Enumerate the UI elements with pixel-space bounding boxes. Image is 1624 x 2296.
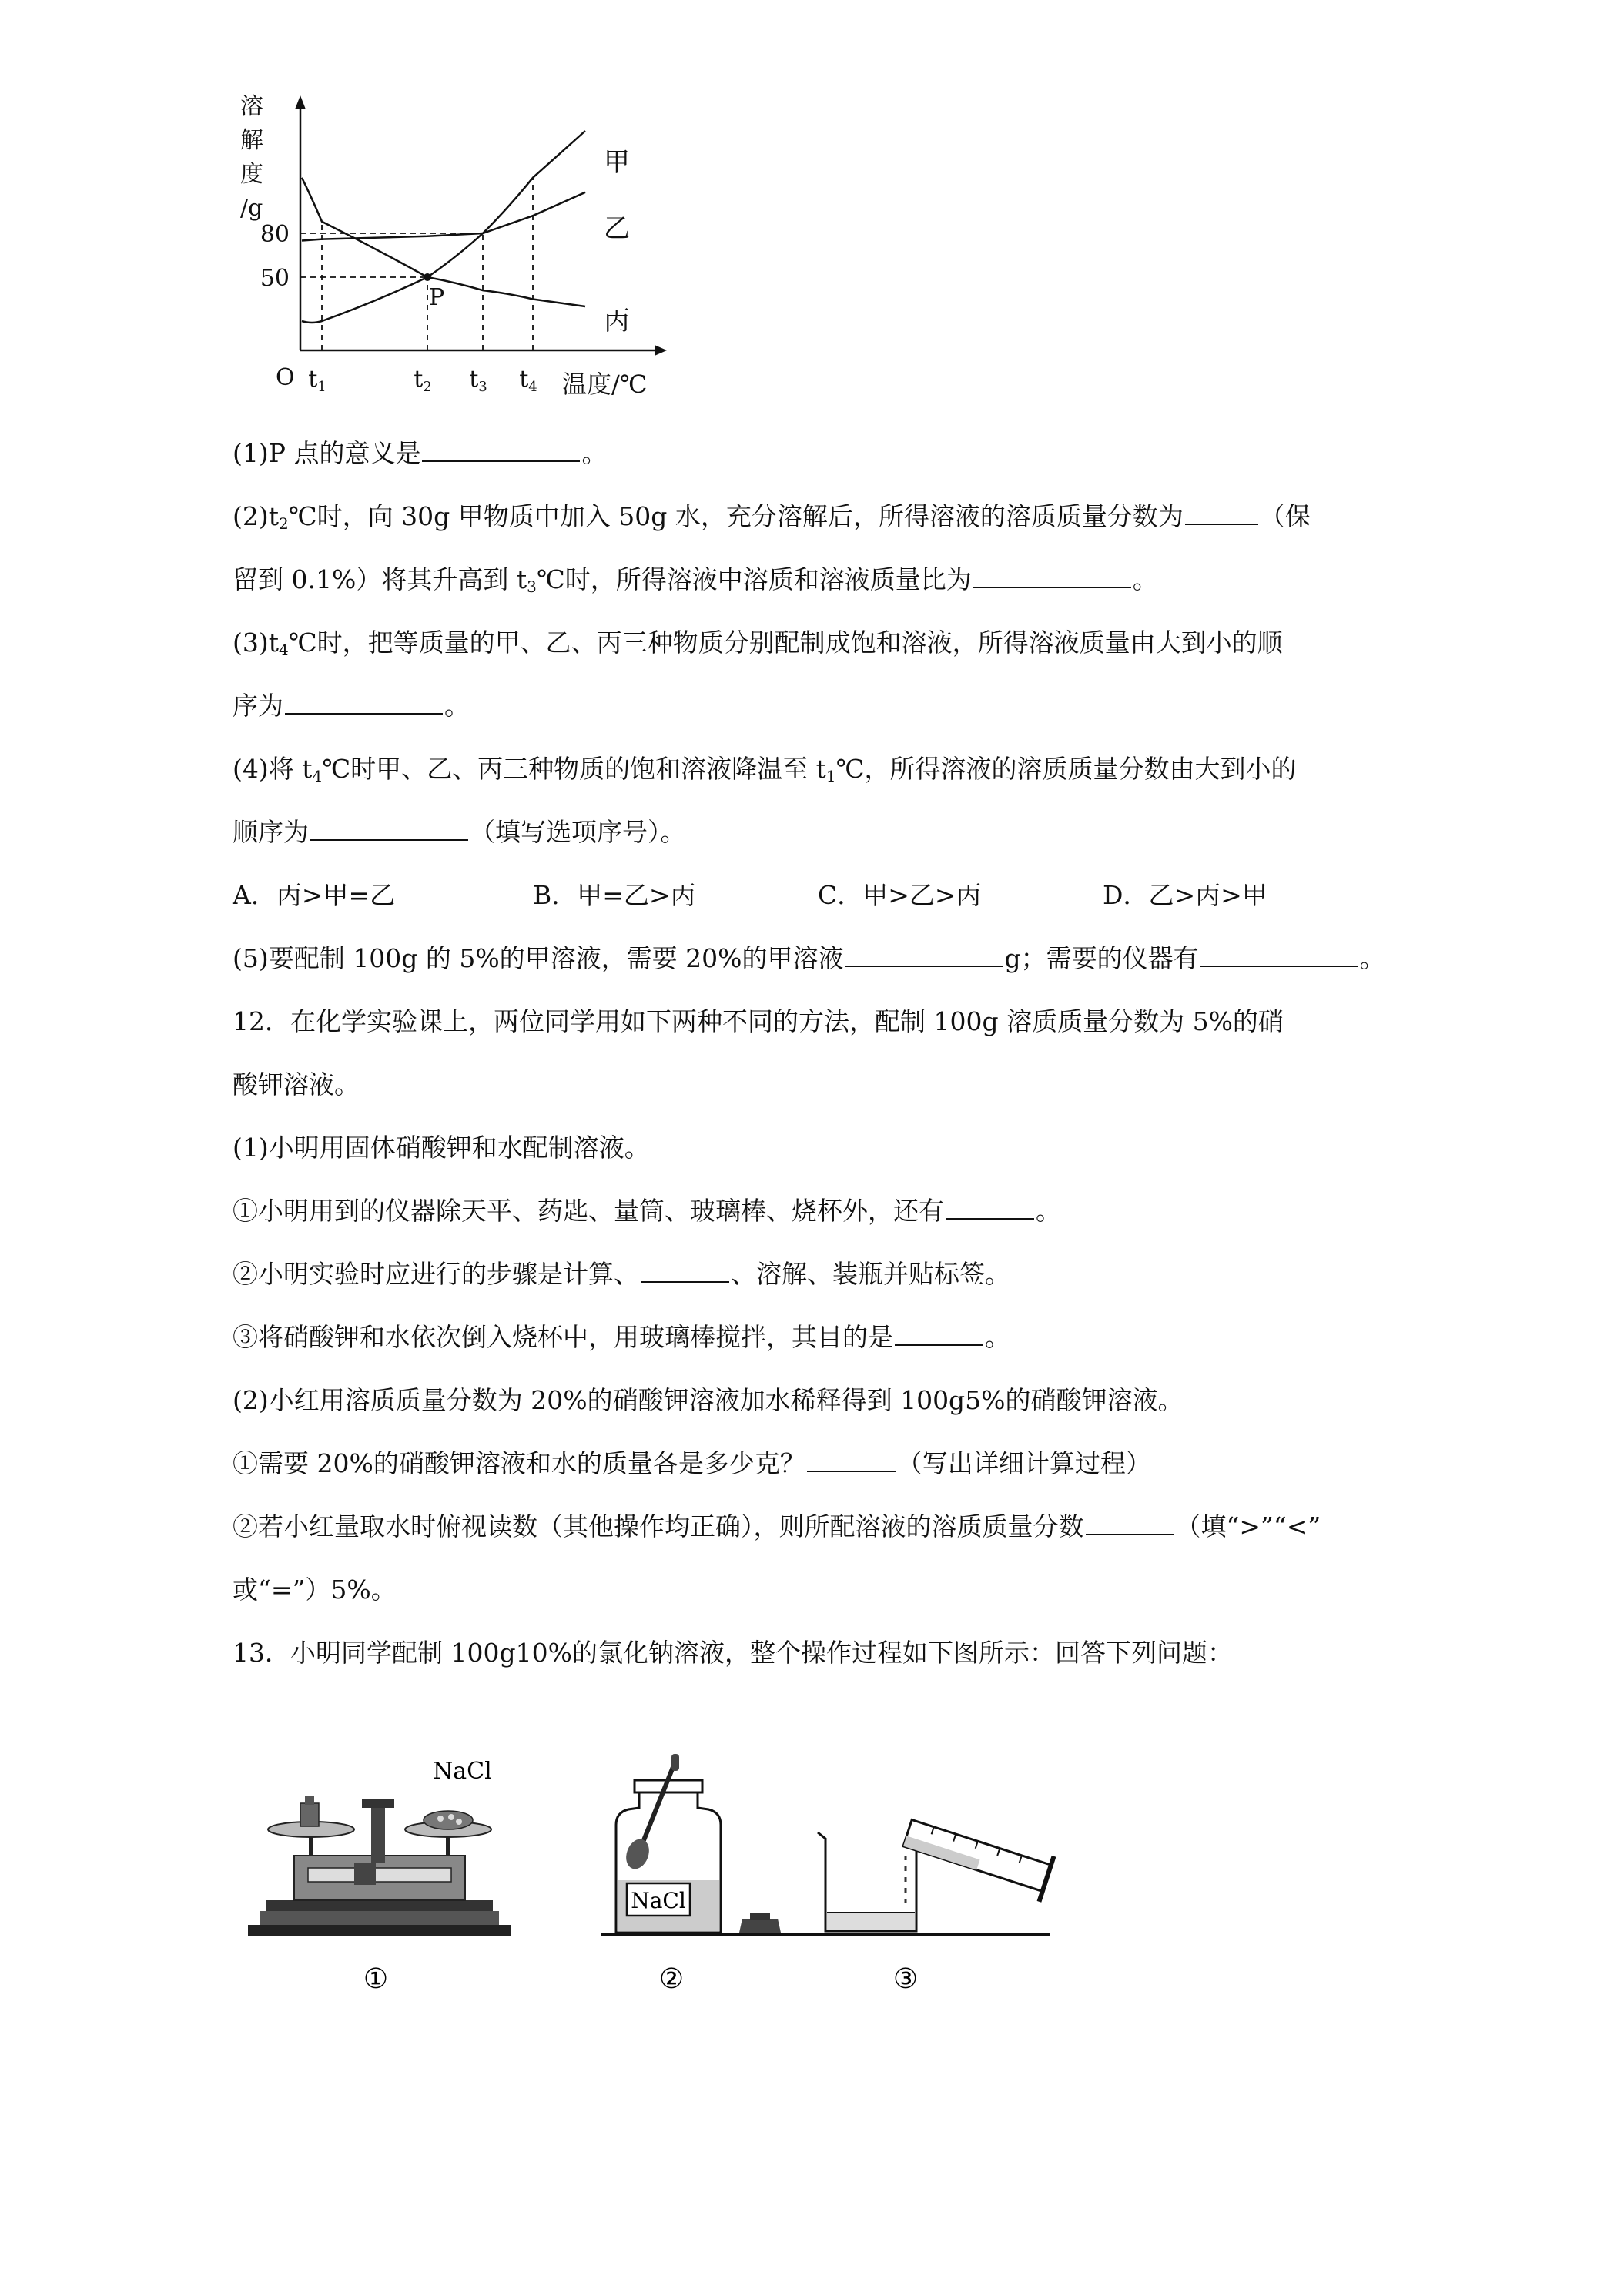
q11-p4-b: ℃时甲、乙、丙三种物质的饱和溶液降温至 t: [322, 754, 826, 784]
origin-label: O: [276, 364, 295, 391]
x-tick-t2: $t_2$: [414, 366, 432, 395]
balance-rider: [354, 1863, 376, 1885]
q11-p1-end: 。: [581, 438, 608, 468]
q11-p5-b: g；需要的仪器有: [1004, 943, 1199, 973]
q11-p2-f: 。: [1132, 564, 1158, 594]
series-label-bing: 丙: [604, 306, 630, 336]
weight-icon: [300, 1803, 319, 1826]
q12-l4-a: ①小明用到的仪器除天平、药匙、量筒、玻璃棒、烧杯外，还有: [233, 1196, 944, 1226]
x-tick-t3: $t_3$: [469, 366, 487, 395]
y-axis-label-char: 度: [240, 161, 263, 188]
y-axis-label-char: 解: [240, 127, 263, 154]
q12-part2-q2-cont: 或“=”）5%。: [233, 1575, 397, 1605]
reagent-bottle-figure: [601, 1754, 792, 1995]
table-line: [792, 1933, 1050, 1936]
y-tick-50: 50: [260, 265, 290, 292]
chart-guide-lines: [300, 178, 533, 350]
x-tick-t4: $t_4$: [519, 366, 537, 395]
figure-caption-3: ③: [892, 1963, 919, 1995]
answer-blank[interactable]: [1086, 1511, 1174, 1535]
graduated-cylinder: [900, 1811, 1054, 1902]
q11-p4-e: （填写选项序号）。: [470, 817, 686, 847]
answer-blank[interactable]: [285, 690, 443, 715]
chart-text: [240, 93, 648, 399]
q11-part3-line1: [233, 611, 1403, 674]
answer-blank[interactable]: [807, 1448, 896, 1472]
q12-l5-b: 、溶解、装瓶并贴标签。: [731, 1259, 1010, 1289]
q11-p1-text: (1)P 点的意义是: [233, 438, 421, 468]
pouring-figure: [792, 1811, 1054, 1995]
q12-l8-a: ①需要 20%的硝酸钾溶液和水的质量各是多少克？: [233, 1448, 805, 1478]
q11-part2-line2: [233, 548, 1403, 611]
q11-part4-line2: [233, 801, 1403, 864]
q12-part1-q2: [233, 1243, 1403, 1306]
q12-part2-q1: [233, 1432, 1403, 1495]
option-d[interactable]: D．乙>丙>甲: [1103, 880, 1267, 910]
question-text: [233, 422, 1403, 1685]
q11-part5: [233, 927, 1403, 990]
q11-p4-b-sub: 1: [825, 767, 836, 785]
q11-part4-line1: [233, 738, 1403, 801]
spatula-top: [671, 1754, 679, 1771]
option-b[interactable]: B．甲=乙>丙: [533, 880, 696, 910]
x-tick-subscript: 1: [317, 379, 326, 395]
weight-knob: [305, 1796, 314, 1805]
balance-scale: [308, 1868, 451, 1882]
q12-l6-a: ③将硝酸钾和水依次倒入烧杯中，用玻璃棒搅拌，其目的是: [233, 1322, 893, 1352]
x-tick-t1: $t_1$: [308, 366, 326, 395]
balance-figure: [248, 1758, 511, 1995]
option-a[interactable]: A．丙>甲=乙: [233, 880, 396, 910]
figure-caption-2: ②: [658, 1963, 685, 1995]
y-tick-80: 80: [260, 221, 290, 248]
x-tick-subscript: 4: [528, 379, 537, 395]
q11-p3-b: ℃时，把等质量的甲、乙、丙三种物质分别配制成饱和溶液，所得溶液质量由大到小的顺: [288, 628, 1283, 658]
bottle-label: NaCl: [631, 1888, 686, 1913]
answer-blank[interactable]: [973, 564, 1131, 588]
q12-line2: 酸钾溶液。: [233, 1069, 360, 1099]
figure-caption-1: ①: [363, 1963, 389, 1995]
q11-p2-a-sub: 2: [279, 514, 289, 533]
balance-pointer-post: [371, 1802, 385, 1863]
q11-p4-a-sub: 4: [312, 767, 323, 785]
q12-l9-b: （填“>”“<”: [1175, 1511, 1321, 1541]
q11-p3-c: 序为: [233, 691, 283, 721]
answer-blank[interactable]: [1185, 500, 1258, 525]
answer-blank[interactable]: [422, 437, 580, 462]
q11-p3-a-sub: 4: [279, 641, 289, 659]
q11-p2-d-sub: 3: [527, 577, 537, 596]
x-tick-subscript: 3: [478, 379, 487, 395]
y-axis-label-char: 溶: [240, 93, 263, 120]
balance-base-step: [266, 1900, 493, 1911]
answer-blank[interactable]: [946, 1195, 1034, 1220]
q12-part1-q3: [233, 1306, 1403, 1369]
q12-part2-q2: [233, 1495, 1403, 1558]
nacl-grain: [448, 1814, 454, 1820]
q11-p2-c: （保: [1259, 501, 1311, 531]
q12-l8-b: （写出详细计算过程）: [896, 1448, 1151, 1478]
bottle-stopper: [739, 1919, 781, 1933]
balance-pointer-top: [362, 1799, 394, 1808]
q11-p2-b: ℃时，向 30g 甲物质中加入 50g 水，充分溶解后，所得溶液的溶质质量分数为: [288, 501, 1184, 531]
q11-p4-c: ℃，所得溶液的溶质质量分数由大到小的: [835, 754, 1297, 784]
q11-p2-e: ℃时，所得溶液中溶质和溶液质量比为: [536, 564, 972, 594]
q11-part3-line2: [233, 674, 1403, 738]
nacl-grain: [437, 1816, 444, 1822]
q11-p4-a: (4)将 t: [233, 754, 313, 784]
q13-line1: 13．小明同学配制 100g10%的氯化钠溶液，整个操作过程如下图所示：回答下列问题：: [233, 1638, 1233, 1668]
q11-p4-d: 顺序为: [233, 817, 309, 847]
series-label-yi: 乙: [604, 213, 630, 244]
q11-p3-d: 。: [444, 691, 470, 721]
q12-l4-b: 。: [1036, 1196, 1061, 1226]
q12-l5-a: ②小明实验时应进行的步骤是计算、: [233, 1259, 639, 1289]
cylinder-body: [903, 1819, 1051, 1891]
q11-p5-a: (5)要配制 100g 的 5%的甲溶液，需要 20%的甲溶液: [233, 943, 844, 973]
q12-l6-b: 。: [985, 1322, 1010, 1352]
q11-p5-c: 。: [1359, 943, 1385, 973]
x-axis-label: 温度/℃: [562, 370, 648, 399]
y-axis-arrow: [295, 95, 306, 109]
q11-p3-a: (3)t: [233, 628, 280, 658]
q12-part2-title: (2)小红用溶质质量分数为 20%的硝酸钾溶液加水稀释得到 100g5%的硝酸钾溶液。: [233, 1385, 1184, 1415]
answer-blank[interactable]: [895, 1321, 983, 1346]
point-p-marker: [424, 273, 431, 281]
q12-l9-a: ②若小红量取水时俯视读数（其他操作均正确），则所配溶液的溶质质量分数: [233, 1511, 1084, 1541]
answer-blank[interactable]: [1200, 942, 1358, 967]
nacl-grain: [456, 1819, 462, 1825]
experiment-figures: [239, 1748, 1117, 2002]
answer-blank[interactable]: [310, 816, 468, 841]
q11-part1: [233, 422, 1403, 485]
q12-part1-q1: [233, 1180, 1403, 1243]
q11-p2-d: 留到 0.1%）将其升高到 t: [233, 564, 527, 594]
point-p-label: P: [429, 284, 445, 311]
q12-line1: 12．在化学实验课上，两位同学用如下两种不同的方法，配制 100g 溶质质量分数为 5%的硝: [233, 1006, 1284, 1036]
q11-options: [233, 864, 1403, 927]
nacl-pile: [424, 1811, 473, 1829]
q11-p2-a: (2)t: [233, 501, 280, 531]
balance-label: NaCl: [433, 1758, 492, 1785]
solubility-chart: [223, 85, 685, 416]
bottle-stopper-top: [750, 1913, 770, 1920]
x-axis-arrow: [655, 345, 667, 356]
balance-base: [248, 1925, 511, 1936]
y-axis-label-char: /g: [240, 195, 263, 222]
answer-blank[interactable]: [845, 942, 1003, 967]
beaker-water: [827, 1913, 915, 1930]
q11-part2-line1: [233, 485, 1403, 548]
option-c[interactable]: C．甲>乙>丙: [818, 880, 982, 910]
answer-blank[interactable]: [641, 1258, 729, 1283]
balance-base-top: [260, 1911, 499, 1925]
q12-part1-title: (1)小明用固体硝酸钾和水配制溶液。: [233, 1133, 650, 1163]
x-tick-subscript: 2: [423, 379, 432, 395]
series-label-jia: 甲: [604, 147, 630, 178]
